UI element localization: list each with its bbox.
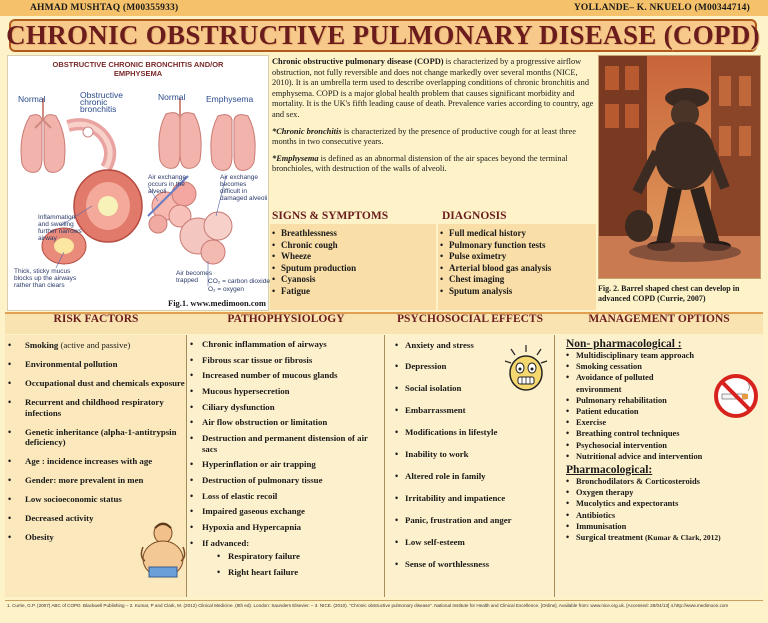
list-item: • Cyanosis — [270, 274, 436, 286]
list-item: • If advanced: • Respiratory failure • Right heart failure — [187, 538, 384, 578]
no-smoking-icon — [713, 373, 759, 419]
diagnosis-box — [438, 224, 596, 310]
list-item: • Multidisciplinary team approach — [555, 350, 763, 361]
author-bar — [0, 0, 768, 16]
list-item: • Social isolation — [385, 383, 554, 394]
list-item: • Surgical treatment (Kumar & Clark, 2012) — [555, 532, 763, 543]
list-item: • Fatigue — [270, 286, 436, 298]
barrel-chest-photo — [598, 55, 761, 279]
list-item: • Chronic inflammation of airways — [187, 339, 384, 350]
list-item: • Modifications in lifestyle — [385, 427, 554, 438]
list-item: • Low self-esteem — [385, 537, 554, 548]
pharm-heading: Pharmacological: — [566, 464, 653, 477]
author-right: YOLLANDE– K. NKUELO (M00344714) — [573, 3, 750, 13]
pathophysiology-list — [187, 335, 384, 577]
list-item: • Decreased activity — [5, 513, 186, 524]
list-item: • Bronchodilators & Corticosteroids — [555, 476, 763, 487]
bronchitis-airway-icon — [68, 124, 110, 168]
list-item: • Mucolytics and expectorants — [555, 498, 763, 509]
list-item: • Ciliary dysfunction — [187, 402, 384, 413]
list-item: • Inability to work — [385, 449, 554, 460]
list-item: • Smoking cessation — [555, 361, 763, 372]
list-item: • Arterial blood gas analysis — [438, 263, 596, 275]
diagnosis-list — [438, 224, 596, 297]
list-item: • Hyperinflation or air trapping — [187, 459, 384, 470]
label-mucus: Thick, sticky mucus blocks up the airways rather than clears — [14, 268, 77, 289]
list-item: • Exercise — [555, 417, 763, 428]
list-item: • Fibrous scar tissue or fibrosis — [187, 355, 384, 366]
list-item: • Air flow obstruction or limitation — [187, 417, 384, 428]
list-item: • Impaired gaseous exchange — [187, 506, 384, 517]
emphysema-definition: is defined as an abnormal distension of the air spaces beyond the terminal bronchioles, with destruction of the walls of alveoli. — [272, 153, 568, 174]
list-item: • Genetic inheritance (alpha-1-antitrypsin deficiency) — [5, 427, 186, 448]
pathophysiology-column — [187, 335, 385, 597]
list-item: • Breathing control techniques — [555, 428, 763, 439]
advanced-list — [202, 548, 384, 577]
signs-heading: SIGNS & SYMPTOMS — [272, 210, 389, 222]
list-item: • Mucous hypersecretion — [187, 386, 384, 397]
psycho-heading: PSYCHOSOCIAL EFFECTS — [396, 313, 544, 325]
copd-term: Chronic obstructive pulmonary disease (COPD) — [272, 57, 444, 66]
list-item: • Environmental pollution — [5, 359, 186, 370]
list-item: • Hypoxia and Hypercapnia — [187, 522, 384, 533]
label-air-exchange-difficult: Air exchange becomes difficult in damaged alveoli — [220, 174, 268, 202]
list-item: • Psychosocial intervention — [555, 440, 763, 451]
list-item: • Full medical history — [438, 228, 596, 240]
pharm-list — [555, 476, 763, 543]
bronchitis-definition: is characterized by the presence of productive cough for at least three months in two consecutive years. — [272, 126, 576, 147]
bronchitis-term: *Chronic bronchitis — [272, 126, 342, 136]
list-item: • Altered role in family — [385, 471, 554, 482]
copd-definition: is characterized by a progressive airflow obstruction, not fully reversible and does not change markedly over several months (NICE, 2010). It is an umbrella term used to describe overlapping conditions of chronic bronchitis and emphysema. COPD is a major global health problem that causes significant morbidity and mortality. It is the UK's fifth leading cause of death. Prevalence varies according to country, age and sex. — [272, 57, 594, 119]
list-item: • Anxiety and stress — [385, 340, 554, 351]
list-item: • Wheeze — [270, 251, 436, 263]
list-item: • Oxygen therapy — [555, 487, 763, 498]
list-item: • Panic, frustration and anger — [385, 515, 554, 526]
intro-bronchitis — [272, 127, 598, 148]
list-item: • Pulmonary function tests — [438, 240, 596, 252]
intro-text — [272, 57, 598, 178]
list-item: • Antibiotics — [555, 510, 763, 521]
management-column — [555, 335, 763, 597]
list-item: • Low socioeconomic status — [5, 494, 186, 505]
statue-photo-icon — [599, 56, 761, 279]
normal-lungs-icon — [21, 98, 65, 172]
author-left: AHMAD MUSHTAQ (M00355933) — [30, 3, 179, 13]
list-item: • Loss of elastic recoil — [187, 491, 384, 502]
label-air-exchange: Air exchange occurs in the alveoli — [148, 174, 186, 195]
title-box — [6, 19, 760, 52]
list-item: • Destruction of pulmonary tissue — [187, 475, 384, 486]
list-item: • Embarrassment — [385, 405, 554, 416]
label-normal-left: Normal — [18, 94, 46, 104]
list-item: • Irritability and impatience — [385, 493, 554, 504]
diagram-title: OBSTRUCTIVE CHRONIC BRONCHITIS AND/OR EMPHYSEMA — [52, 60, 224, 78]
mgmt-heading: MANAGEMENT OPTIONS — [588, 313, 730, 325]
risk-heading: RISK FACTORS — [53, 313, 139, 325]
list-item: • Sputum production — [270, 263, 436, 275]
risk-factors-column — [5, 335, 187, 597]
list-item: • Avoidance of polluted — [555, 372, 763, 383]
figure-copd-diagram — [7, 55, 269, 311]
list-item: • Obesity — [5, 532, 186, 543]
intro-copd — [272, 57, 598, 121]
list-item: • Respiratory failure — [202, 551, 384, 562]
list-item: • Recurrent and childhood respiratory infections — [5, 397, 186, 418]
list-item: • Depression — [385, 361, 554, 372]
intro-emphysema — [272, 154, 598, 175]
list-item: • Sputum analysis — [438, 286, 596, 298]
label-obstructive: Obstructive chronic bronchitis — [80, 90, 123, 114]
diagnosis-heading: DIAGNOSIS — [442, 210, 507, 222]
list-item: • Occupational dust and chemicals exposure — [5, 378, 186, 389]
list-item: • Smoking (active and passive) — [5, 340, 186, 351]
photo-caption: Fig. 2. Barrel shaped chest can develop in advanced COPD (Currie, 2007) — [598, 284, 740, 303]
signs-list — [270, 224, 436, 297]
list-item: • Destruction and permanent distension of air sacs — [187, 433, 384, 454]
list-item: • Age : incidence increases with age — [5, 456, 186, 467]
list-item: • Right heart failure — [202, 567, 384, 578]
list-item: • Nutritional advice and intervention — [555, 451, 763, 462]
patho-heading: PATHOPHYSIOLOGY — [227, 313, 345, 325]
label-co2: CO₂ = carbon dioxide — [208, 278, 270, 285]
list-item: • Chronic cough — [270, 240, 436, 252]
risk-factors-list — [5, 335, 186, 543]
label-inflammation: Inflammation and swelling further narrows airway — [38, 214, 82, 242]
list-item: • Gender: more prevalent in men — [5, 475, 186, 486]
non-pharm-heading: Non- pharmacological : — [566, 338, 682, 350]
list-item: • Patient education — [555, 406, 763, 417]
psychosocial-column — [385, 335, 555, 597]
label-emphysema: Emphysema — [206, 94, 254, 104]
list-item: • Breathlessness — [270, 228, 436, 240]
list-item: • Immunisation — [555, 521, 763, 532]
emphysema-term: *Emphysema — [272, 153, 319, 163]
label-o2: O₂ = oxygen — [208, 286, 244, 293]
list-item: • Sense of worthlessness — [385, 559, 554, 570]
figure1-caption: Fig.1. www.medimoon.com — [168, 298, 266, 308]
list-item: • Increased number of mucous glands — [187, 370, 384, 381]
references-footer: 1. Currie, G.P. (2007) ABC of COPD. Blackwell Publishing – 2. Kumar, P and Clark, M. (2012) Clinical Medicine. (8th ed). London: Saunders Elsevier. – 3. NICE. (2010). "Chronic obstructive pulmonary disease". National Institute for Health and Clinical Excellence. [Online]. Available from: www.nice.org.uk. [Accessed: 28/04/13] 4.http://www.medimoon.com — [5, 600, 763, 620]
list-item: • Chest imaging — [438, 274, 596, 286]
list-item: environment — [576, 384, 622, 394]
stressed-face-icon — [503, 343, 549, 393]
list-item: • Pulmonary rehabilitation — [555, 395, 763, 406]
label-trapped: Air becomes trapped — [176, 270, 213, 284]
label-normal-mid: Normal — [158, 92, 186, 102]
signs-box — [270, 224, 436, 310]
obese-man-icon — [139, 521, 187, 581]
list-item: • Pulse oximetry — [438, 251, 596, 263]
poster-title: CHRONIC OBSTRUCTIVE PULMONARY DISEASE (COPD) — [6, 20, 760, 50]
